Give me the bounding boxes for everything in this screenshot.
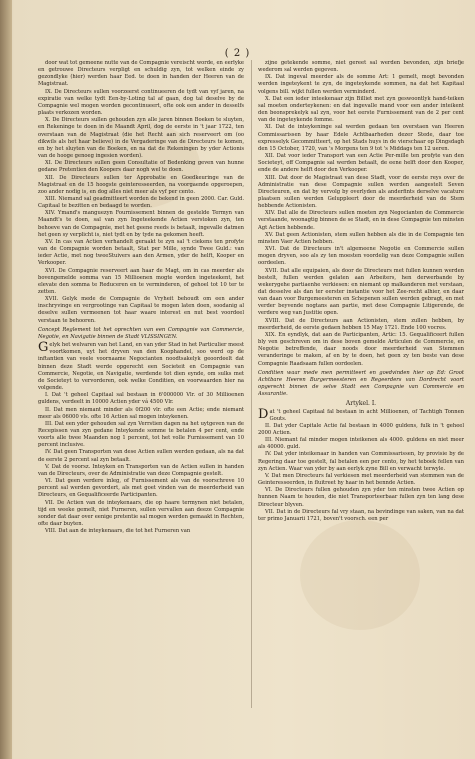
right-text-column: [258, 60, 464, 710]
paragraph: XVII. Gelyk mede de Compagnie de Vryheit behoudt om een ander inschryvinge en vergrootinge van Capitaal te mogen laten doen, soodanig al deselve sullen vermeenen tot haar waare interest en nut best voordeel verstaan te behooren.: [38, 296, 244, 324]
paragraph: VI. Dat geen verdere inleg, of Furnissement als van de voorschreve 10 percent sal werden gevordert, als met goet vinden van de meerderheid van Directeurs, en Gequalificeerde Participanten.: [38, 478, 244, 499]
paragraph: door wat tot gemeene nutte van de Compagnie vereischt worde, en eerlyke en getrouwe Directeurs verpligt en schuldig zyn, tot welken einde zy gezondlyke (hier) werden haar Eed. te doen in handen der Heeren van de Magistraat.: [38, 60, 244, 88]
paragraph: XIII. Dat door de Magistraat van dese Stadt, voor de eerste reys over de Administratie van dese Compagnie sullen werden aangestelt Seven Directeuren, en dat by vervolg by overlyden als anderfints derselve vacature plaatsen sullen werden Geluppleert door de meerderheid van de Stem hebbende Actionisten.: [258, 174, 464, 210]
article-heading: Artykel. I.: [345, 400, 377, 408]
paragraph: VII. De Actien van de inteykenaars, die op haare termynen niet betalen, tijd en weeke gemelt, niet Furneren, sullen vervallen aan deeze Compagnie sonder dat daar over eenige pretentie sal mogen werden gemaakt in Rechten, ofte daar buyten.: [38, 499, 244, 527]
paragraph: VI. De Directeurs fullen gehouden zyn yder ten minsten twee Actien op hunnen Naam te houden, die niet Transporteerbaar fullen zyn ten lang dese Directeur blyven.: [258, 487, 464, 508]
paragraph: VIII. Dat aan de inteykenaars, die tot het Furneren van: [45, 528, 191, 535]
paragraph: VII. Dat in de Directeurs fal vry staan, na bevindinge van saken, van na dat ter primo Januarii 1721, boven't voorsch. een per: [258, 508, 464, 522]
paragraph: I. Dat 't geheel Capitaal sal bestaan in 6'000000 Vlr. of 30 Millioenen guldens, verdeelt in 10000 Actien yder vá 4500 Vlr.: [38, 392, 244, 406]
paragraph: XI. Dat de inteykeninge sal werden gedaan ten overstaen van Heeren Commissarissen by haar Edele Achtbaarheden dezer Stede, daar toe expresselyk Gecommitteert, op het Stads huys in de vierschaar op Dingsdagh den 15 October, 1720, van 's Morgens ten 9 tot 's Middags ten 12 ueren.: [258, 124, 464, 152]
paragraph: V. Dat men Directeurs fal verkiesen met meerderheid van stemmen van de Geinteresseerden, in fluitreet hy haar in het bennde Actien.: [258, 472, 464, 487]
book-spine: [0, 0, 12, 759]
paragraph: XVII. Dat alle equipaien, als door de Directeurs met fullen kunnen werden bestelt, fullen werden gelaten aan Arbeiters, hen derwerbande by wekerygehe partiaenhe verkiesen: en niemant op malkanderen met verstaan, dat desselve als dan ter eerster instantie voor het Zee-recht alhier, en daar van daan voor Burgemeesteren en Schepenen sullen werden gebragt, en met verder beyvende nogtans aan partie, met dese Compagnie Litigerende, de verdere weg van Justitie open.: [258, 267, 464, 317]
paragraph: XII. De Directeurs sullen ter Approbatie en Goedkeuringe van de Magistraat en de 15 hoogste geinteresseerden, na voorgaende opgeroepen, zoo ander nodig is, en dog alles niet meer als vyf per cento.: [38, 174, 244, 195]
paragraph: XVIII. Dat de Directeurs aan Actionisten, stem zullen hebben, by meerderheid, de eerste gedaen hebben 15 May 1721. Ende 100 vocres.: [258, 317, 464, 331]
paragraph: IV. Dat geen Transporten van dese Actien sullen werden gedaan, als na dat de eerste 2 percent sal zyn betaalt.: [38, 449, 244, 463]
paragraph: II. Dat men niemant minder als 0f200 vlr. ofte een Actie; ende niemant meer als 06000 vls. ofte 16 Actien sal mogen inteykenen.: [38, 406, 244, 420]
paragraph: IV. Dat yder inteikenaar in handen van Commissarissen, by provisie by de Regering daar toe gestelt, fal betalen een per cento, by het teboek fellen van zyn Actien. Waar van yder by aan eerlyk zyne Bill en verwacht terwyle.: [258, 451, 464, 472]
paragraph: IX. Dat ingeval meerder als de somme Art: 1 gemelt, mogt bevonden werden ingeteykent te zyn, de ingeteykende sommen, na dat het Kapitaal volgens bill. wijkt fullen werden verminderd.: [258, 74, 464, 95]
paragraph: XI. De Directeurs sullen geen Consultatie of Bedenking geven van hunne gedane Pretentien den Koopers daar nogh wel te doen.: [38, 160, 244, 174]
left-text-column: [38, 60, 244, 710]
paragraph: XII. Dat voor ieder Transport van een Actie Per-mille ten profyte van den Societeyt, off Compagnie sal werden betaalt, de eene helft door den Kooper, ende de andere helft door den Verkooper.: [258, 153, 464, 174]
paragraph: II. Dat yder Capitale Actie fal bestaan in 4000 guldens, fulk in 't geheel 2000 Actien.: [258, 422, 464, 436]
paragraph: IX. De Directeurs sullen voorzeerst continueeren de tydt van vyf jaren, na expiratie van welke tydt Een-by-Loting tal af gaan, dog tal deselve by de Compagnie wel mogen worden gecontinueert, ofte ook een ander in desselfs plaats verkozen worden.: [38, 88, 244, 117]
paragraph: XV. Dat geen Actionisten, stem sullen hebben als die in de Compagnie ten minsten Vaer Actien hebben.: [258, 231, 464, 245]
paragraph: XIII. Niemand sal geadmitteert worden de bekend in geen 2000. Car. Guld. Capitaal te bezitten en bedaagd te worden.: [38, 195, 244, 210]
section-heading: Conditien waar mede men permitteert en goedvinden hier op Ed: Groot Achtbare Heeren Burgermeesteren en Regeerders van Dordrecht voort opgerecht binnen de selve Stadt een Compagnie van Commercie en Assurantie.: [258, 369, 464, 398]
paragraph-dropcap: Gelyk het welvaren van het Land, en van yder Stad in het Particulier meest voortkomen, uyt het dryven van den Koophandel, soo werd op de inftantien van veele voornaame Negocianten noodtsakelyk geoordeelt dat binnen deze Stadt werde opgerecht een Societeit en Compagnie van Commercie, Negotie, en Navigatie, werdende tot dien eynde, om sulks met de Societeyt to vervorderen, ook welke Conditien, en voorwaarden hier na volgende.: [38, 340, 244, 392]
paragraph: XVI. De Compagnie reserveert aan haar de Magt, om in cas meerder als bovengemelde somma van 15 Millioenen mogte worden ingeteekent, het elevate den somma te Reduceren en te verminderen, of gehoel tot 10 ter te zetten.: [38, 267, 244, 295]
section-heading: Concept Reglement tot het oprechten van een Compagnie van Commercie, Negotie, en Navigatie binnen de Stadt VLISSINGEN.: [38, 326, 244, 340]
paragraph: XVI. Dat de Directeurs in't algemeene Negotie en Commercie sullen mogen dryven, soo als zy ten moesten voordelig van deze Compagnie sullen oordeelen.: [258, 246, 464, 267]
column-divider: [251, 60, 252, 708]
paragraph: X. De Directeurs sullen gehouden zyn alle jaren binnen Boeken te sluyten, en Rekeninge te doen in de Maandt April, dog de eerste in 't jaar 1722, ten overstaan van de Magistraat (die het Recht aan sich reserveert om (oo dikwils als het haar believe) in de Vergaderinge van de Directeurs te komen, en by het sluyten van de Boeken, en na dat de Rekeningen by yder Actionis van de hooge genoeg ingesien worden).: [38, 117, 244, 160]
page-number: ( 2 ): [224, 48, 251, 59]
paragraph-dropcap: Dat 't geheel Capitaal fal bestaan in acht Millioenen, of Tachtigh Tonnen Gouts.: [258, 406, 464, 422]
paragraph: III. Dat een yder gehouden sal zyn Verrstien dagen na het uytgeven van de Recepissen van zyn gedane Inteykende somme te betalen 4 per cent, ende voorts alle twee Maanden nog 1 percent, tot het volle Furnissement van 10 percent inclusive.: [38, 420, 244, 449]
paragraph: XIX. En eyndlyk, dat aan de Participanten, Artic: 15. Gequalificeert fullen bly ven geschreven om in dese boven gemelde Articulen de Commercie, en Negotie betreffende, daar noods door meerderheid van Stemmen veranderinge te maken, af en by te doen, het geen zy ten beste van dese Compagnie Raadsaam fullen oordeelen.: [258, 331, 464, 367]
paragraph: XIV. Dat alle de Directeurs sullen moeten zyn Negocianten de Commercie verstaande, woonagtig binnen de se Stadt, en in dese Compagnie ten minsten Agt Actien hebbende.: [258, 210, 464, 231]
paragraph: XIV. Ymand's manguezyn Fournissement binnen de gestelde Termyn van Maandt's te doen, sal van zyn Ingeteekende Actien verstoken zyn, ten behoeve van de Compagnie, met het geene reeds is betaalt, ingevalle datmen het geen sy verplicht is, niet tydt en by tyde na gekomen heeft.: [38, 210, 244, 238]
paragraph: XV. In cas van Actien verhandelt geraakt te zyn sal 't ciekens ten profyte van de Compagnie worden betaalt, Stat per Mille, synde Twee Guld.: van ieder Actie, met nog tweeStuivers aan den Armen, yder de helft, Kooper en Verkooper.: [38, 238, 244, 267]
paragraph: V. Dat de voorsz. Inteyken en Transporten van de Actien sullen in handen van de Directeurs, over de Administratie van deze Compagnie gestelt.: [38, 463, 244, 477]
paragraph: X. Dat een ieder inteekenaar zijn Billiet met zyn geswoontlyk hand-teiken sal moeten onderteykenen: en dat ingevalle mand voor een ander inteikent den beonsprekelyk sal zyn, voor het eerste Furnissement van de 2 per cent van de ingeteykende fomme.: [258, 95, 464, 124]
paragraph: III. Niemant fal minder mogen inteikenen als 4000. guldens en niet meer als 40000. guld.: [258, 437, 464, 451]
paragraph: zijne getekende somme, niet gereet sal werden bevonden, zijn briefje wederom sal werden gegeven.: [258, 60, 464, 74]
